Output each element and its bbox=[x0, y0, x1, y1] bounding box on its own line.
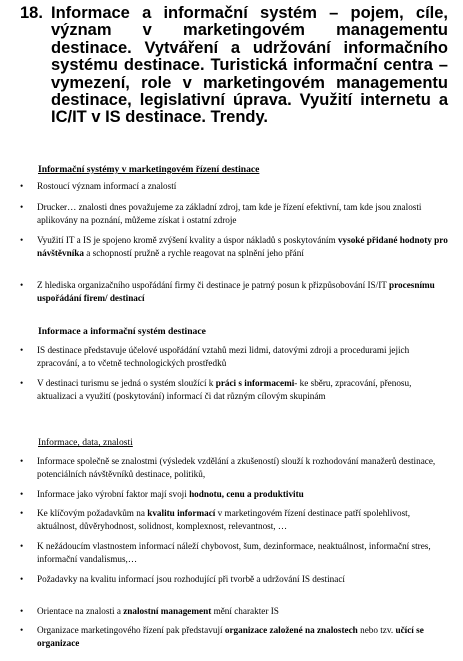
bold-phrase: hodnotu, cenu a produktivitu bbox=[189, 489, 304, 499]
section-title: Informace a informační systém destinace bbox=[38, 326, 206, 337]
list-item bbox=[20, 624, 448, 650]
bold-phrase: znalostní management bbox=[123, 606, 212, 616]
bullet-icon: • bbox=[20, 541, 24, 551]
bold-phrase: organizace založené na znalostech bbox=[224, 625, 358, 635]
bold-phrase: procesnímu uspořádání firem/ destinací bbox=[37, 280, 435, 303]
document-heading bbox=[20, 5, 448, 127]
list-item-text: K nežádoucím vlastnostem informací náleží chybovost, šum, dezinformace, neaktuálnost, informační stres, informační vandalismus,… bbox=[37, 541, 431, 564]
list-item bbox=[20, 573, 448, 586]
list-item bbox=[20, 234, 448, 260]
list-item-text: Orientace na znalosti a znalostní management mění charakter IS bbox=[37, 606, 279, 616]
bold-phrase: práci s informacemi bbox=[215, 378, 295, 388]
list-item bbox=[20, 279, 448, 305]
list-item bbox=[20, 344, 448, 370]
list-item bbox=[20, 201, 448, 227]
list-item-text: Informace jako výrobní faktor mají svoji hodnotu, cenu a produktivitu bbox=[37, 489, 304, 499]
bullet-icon: • bbox=[20, 181, 24, 191]
section-title: Informace, data, znalosti bbox=[38, 437, 133, 448]
list-item-text: IS destinace představuje účelové uspořádání vztahů mezi lidmi, datovými zdroji a procedurami jejich zpracování, a to včetně technologických prostředků bbox=[37, 345, 410, 368]
bullet-icon: • bbox=[20, 378, 24, 388]
bold-phrase: učící se organizace bbox=[37, 625, 424, 648]
list-item-text: Ke klíčovým požadavkům na kvalitu informací v marketingovém řízení destinace patří spolehlivost, aktuálnost, důvěryhodnost, solidnost, komplexnost, relevantnost, … bbox=[37, 508, 411, 531]
list-item bbox=[20, 180, 448, 193]
bullet-icon: • bbox=[20, 235, 24, 245]
bullet-icon: • bbox=[20, 574, 24, 584]
list-item bbox=[20, 488, 448, 501]
bullet-icon: • bbox=[20, 202, 24, 212]
bullet-icon: • bbox=[20, 606, 24, 616]
list-item-text: Rostoucí význam informací a znalostí bbox=[37, 181, 177, 191]
list-item bbox=[20, 377, 448, 403]
list-item-text: Organizace marketingového řízení pak představují organizace založené na znalostech nebo tzv. učící se organizace bbox=[37, 625, 424, 648]
list-item bbox=[20, 455, 448, 481]
bullet-icon: • bbox=[20, 280, 24, 290]
bullet-icon: • bbox=[20, 508, 24, 518]
list-item-text: Informace společně se znalostmi (výsledek vzdělání a zkušeností) slouží k rozhodování manažerů destinace, potenciálních návštěvníků destinace, politiků, bbox=[37, 456, 436, 479]
bold-phrase: kvalitu informací bbox=[147, 508, 216, 518]
bullet-icon: • bbox=[20, 625, 24, 635]
list-item-text: Z hlediska organizačního uspořádání firmy či destinace je patrný posun k přizpůsobování IS/IT procesnímu uspořádání firem/ destinací bbox=[37, 280, 435, 303]
list-item-text: Drucker… znalosti dnes považujeme za základní zdroj, tam kde je řízení efektivní, tam kde jsou znalosti aplikovány na poznání, můžeme získat i ostatní zdroje bbox=[37, 202, 422, 225]
heading-number: 18. bbox=[20, 4, 43, 22]
bullet-icon: • bbox=[20, 489, 24, 499]
bullet-icon: • bbox=[20, 456, 24, 466]
list-item-text: Využití IT a IS je spojeno kromě zvýšení kvality a úspor nákladů s poskytováním vysoké přidané hodnoty pro návštěvníka a schopností pružně a rychle reagovat na splnění jeho přání bbox=[37, 235, 448, 258]
list-item bbox=[20, 540, 448, 566]
list-item bbox=[20, 605, 448, 618]
list-item bbox=[20, 507, 448, 533]
bullet-icon: • bbox=[20, 345, 24, 355]
heading-text: Informace a informační systém – pojem, cíle, význam v marketingovém managementu destinace. Vytváření a udržování informačního systému destinace. Turistická informační centra – vymezení, role v marketingovém managementu destinace, legislativní úprava. Využití internetu a IC/IT v IS destinace. Trendy. bbox=[51, 4, 448, 127]
list-item-text: V destinaci turismu se jedná o systém sloužící k práci s informacemi- ke sběru, zpracování, přenosu, aktualizaci a využití (poskytování) informací či dat různým cílovým skupinám bbox=[37, 378, 412, 401]
bold-phrase: vysoké přidané hodnoty pro návštěvníka bbox=[37, 235, 448, 258]
section-title: Informační systémy v marketingovém řízení destinace bbox=[38, 164, 260, 175]
list-item-text: Požadavky na kvalitu informací jsou rozhodující při tvorbě a udržování IS destinací bbox=[37, 574, 345, 584]
